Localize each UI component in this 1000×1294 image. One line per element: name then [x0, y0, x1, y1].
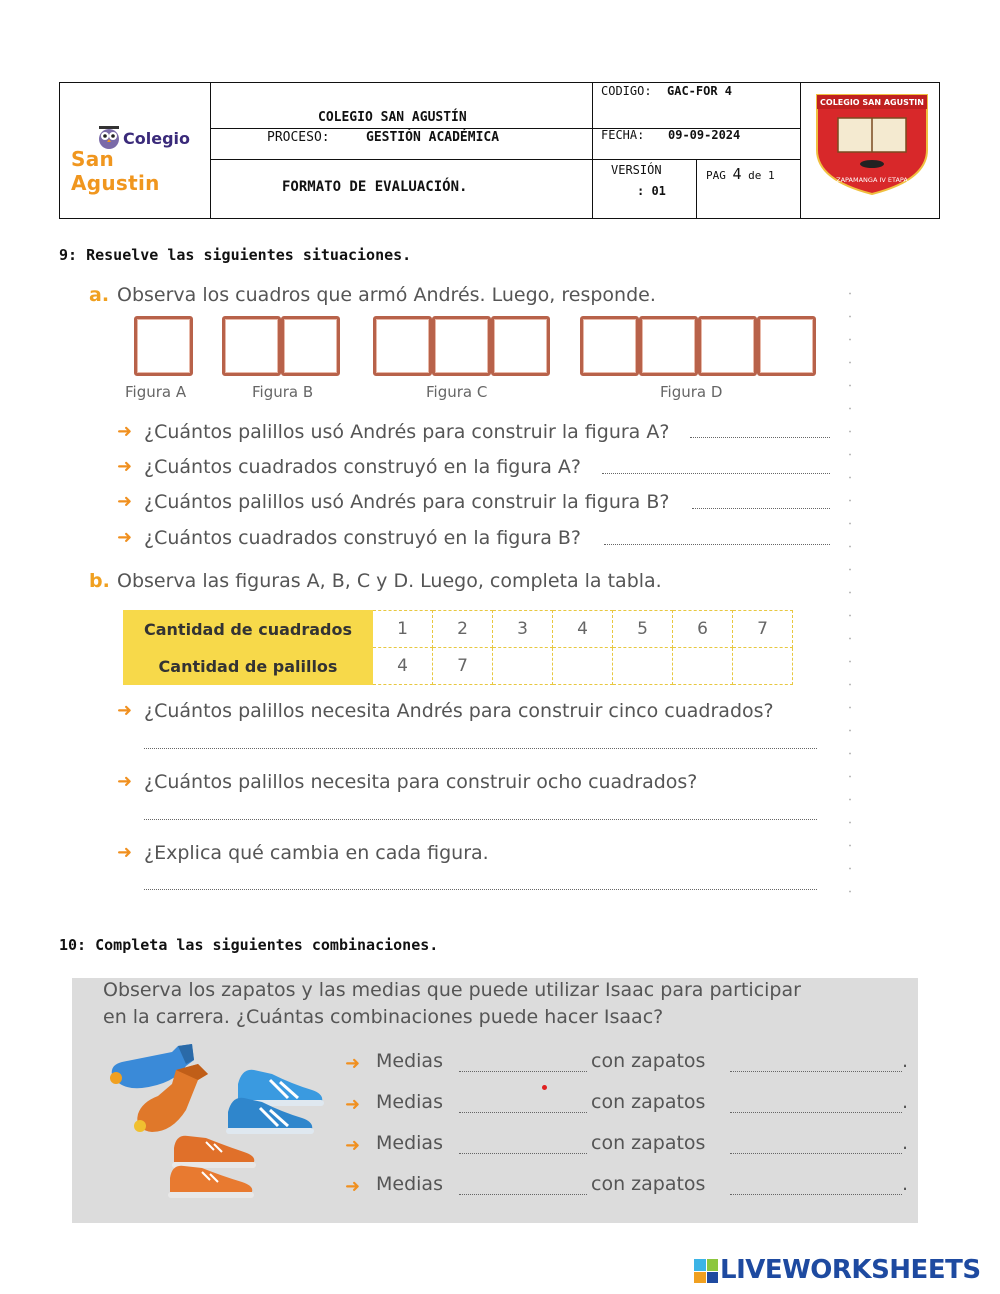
socks-word: Medias	[376, 1132, 443, 1154]
shoes-word: con zapatos	[591, 1132, 706, 1154]
figure-square	[580, 316, 639, 376]
socks-word: Medias	[376, 1050, 443, 1072]
process-value: GESTIÓN ACADÉMICA	[366, 130, 500, 145]
socks-answer-field[interactable]	[459, 1153, 587, 1154]
row-end: .	[902, 1132, 909, 1154]
process-label: PROCESO:	[267, 130, 330, 145]
header-divider	[800, 83, 801, 218]
answer-cell[interactable]	[553, 648, 613, 685]
marker-dot	[542, 1085, 547, 1090]
row-label-squares: Cantidad de cuadrados	[124, 611, 373, 648]
table-row	[124, 611, 793, 648]
school-name: COLEGIO SAN AGUSTÍN	[318, 110, 467, 125]
shoes-word: con zapatos	[591, 1050, 706, 1072]
shoes-answer-field[interactable]	[730, 1071, 902, 1072]
arrow-icon: ➜	[117, 842, 133, 863]
answer-field-b3[interactable]	[144, 889, 817, 890]
table-row	[124, 648, 793, 685]
figure-label: Figura D	[660, 383, 723, 401]
answer-cell[interactable]	[673, 648, 733, 685]
version-value: : 01	[637, 184, 666, 198]
shoes-word: con zapatos	[591, 1173, 706, 1195]
header-divider	[696, 159, 697, 218]
school-logo-line1: Colegio	[123, 129, 190, 148]
answer-field-a2[interactable]	[602, 473, 830, 474]
answer-field-b1[interactable]	[144, 748, 817, 749]
header-divider	[210, 83, 211, 218]
table-cell: 4	[553, 611, 613, 648]
answer-field-a3[interactable]	[692, 508, 830, 509]
table-cell: 7	[433, 648, 493, 685]
arrow-icon: ➜	[117, 700, 133, 721]
question-b2: ¿Cuántos palillos necesita para construir ocho cuadrados?	[144, 771, 698, 793]
liveworksheets-brand[interactable]: LIVEWORKSHEETS	[720, 1255, 981, 1285]
figure-square	[698, 316, 757, 376]
arrow-icon: ➜	[117, 771, 133, 792]
table-cell: 7	[733, 611, 793, 648]
table-cell: 6	[673, 611, 733, 648]
socks-answer-field[interactable]	[459, 1071, 587, 1072]
table-cell: 1	[373, 611, 433, 648]
table-cell: 4	[373, 648, 433, 685]
socks-shoes-illustration	[102, 1040, 332, 1210]
row-end: .	[902, 1173, 909, 1195]
answer-cell[interactable]	[733, 648, 793, 685]
page-label-text: PAG	[706, 169, 726, 182]
figure-square	[639, 316, 698, 376]
answer-field-a1[interactable]	[690, 437, 830, 438]
socks-word: Medias	[376, 1091, 443, 1113]
arrow-icon: ➜	[345, 1176, 361, 1197]
format-title: FORMATO DE EVALUACIÓN.	[282, 179, 468, 195]
shoes-answer-field[interactable]	[730, 1112, 902, 1113]
table-cell: 2	[433, 611, 493, 648]
arrow-icon: ➜	[345, 1053, 361, 1074]
arrow-icon: ➜	[345, 1094, 361, 1115]
figure-label: Figura B	[252, 383, 314, 401]
page-number: 4	[732, 165, 742, 183]
table-cell: 3	[493, 611, 553, 648]
figure-square	[134, 316, 193, 376]
answer-field-b2[interactable]	[144, 819, 817, 820]
intro-line-1: Observa los zapatos y las medias que puede utilizar Isaac para participar	[103, 979, 801, 1001]
figure-square	[491, 316, 550, 376]
page-label	[706, 165, 775, 183]
question-a2: ¿Cuántos cuadrados construyó en la figura A?	[144, 456, 581, 478]
exercise-10-heading: 10: Completa las siguientes combinaciones.	[59, 936, 439, 954]
shoes-answer-field[interactable]	[730, 1153, 902, 1154]
shoes-word: con zapatos	[591, 1091, 706, 1113]
header-divider	[210, 159, 800, 160]
question-a3: ¿Cuántos palillos usó Andrés para construir la figura B?	[144, 491, 670, 513]
socks-answer-field[interactable]	[459, 1112, 587, 1113]
squares-sticks-table	[123, 610, 793, 685]
arrow-icon: ➜	[117, 421, 133, 442]
row-end: .	[902, 1091, 909, 1113]
date-label: FECHA:	[601, 128, 645, 142]
code-value: GAC-FOR 4	[667, 84, 733, 98]
school-crest	[812, 90, 932, 198]
question-b3: ¿Explica qué cambia en cada figura.	[144, 842, 489, 864]
part-b-instruction: Observa las figuras A, B, C y D. Luego, completa la tabla.	[117, 570, 662, 592]
code-label: CODIGO:	[601, 84, 652, 98]
question-a1: ¿Cuántos palillos usó Andrés para construir la figura A?	[144, 421, 670, 443]
shoes-answer-field[interactable]	[730, 1194, 902, 1195]
answer-cell[interactable]	[493, 648, 553, 685]
figure-square	[373, 316, 432, 376]
figure-label: Figura A	[125, 383, 187, 401]
row-end: .	[902, 1050, 909, 1072]
answer-field-a4[interactable]	[604, 544, 830, 545]
part-b-letter: b.	[89, 570, 110, 592]
table-cell: 5	[613, 611, 673, 648]
orange-shoe-icon	[172, 1136, 256, 1168]
figure-square	[281, 316, 340, 376]
document-header	[59, 82, 940, 219]
arrow-icon: ➜	[117, 456, 133, 477]
figure-square	[757, 316, 816, 376]
header-divider	[592, 83, 593, 218]
question-b1: ¿Cuántos palillos necesita Andrés para construir cinco cuadrados?	[144, 700, 774, 722]
school-logo	[68, 121, 208, 195]
liveworksheets-icon	[694, 1259, 718, 1283]
crest-bottom-text: ZAPAMANGA IV ETAPA	[836, 176, 908, 184]
margin-dots	[845, 282, 855, 894]
socks-word: Medias	[376, 1173, 443, 1195]
figure-square	[222, 316, 281, 376]
date-value: 09-09-2024	[668, 128, 741, 142]
arrow-icon: ➜	[117, 527, 133, 548]
school-logo-line2: San Agustin	[71, 147, 160, 195]
arrow-icon: ➜	[345, 1135, 361, 1156]
page-suffix: de 1	[748, 169, 775, 182]
intro-line-2: en la carrera. ¿Cuántas combinaciones puede hacer Isaac?	[103, 1006, 664, 1028]
figure-label: Figura C	[426, 383, 488, 401]
exercise-9-heading: 9: Resuelve las siguientes situaciones.	[59, 246, 412, 264]
orange-shoe-icon	[168, 1166, 254, 1198]
answer-cell[interactable]	[613, 648, 673, 685]
question-a4: ¿Cuántos cuadrados construyó en la figura B?	[144, 527, 581, 549]
part-a-instruction: Observa los cuadros que armó Andrés. Luego, responde.	[117, 284, 656, 306]
row-label-sticks: Cantidad de palillos	[124, 648, 373, 685]
part-a-letter: a.	[89, 284, 110, 306]
figure-square	[432, 316, 491, 376]
arrow-icon: ➜	[117, 491, 133, 512]
crest-top-text: COLEGIO SAN AGUSTIN	[820, 98, 924, 107]
socks-answer-field[interactable]	[459, 1194, 587, 1195]
version-label: VERSIÓN	[611, 163, 662, 177]
